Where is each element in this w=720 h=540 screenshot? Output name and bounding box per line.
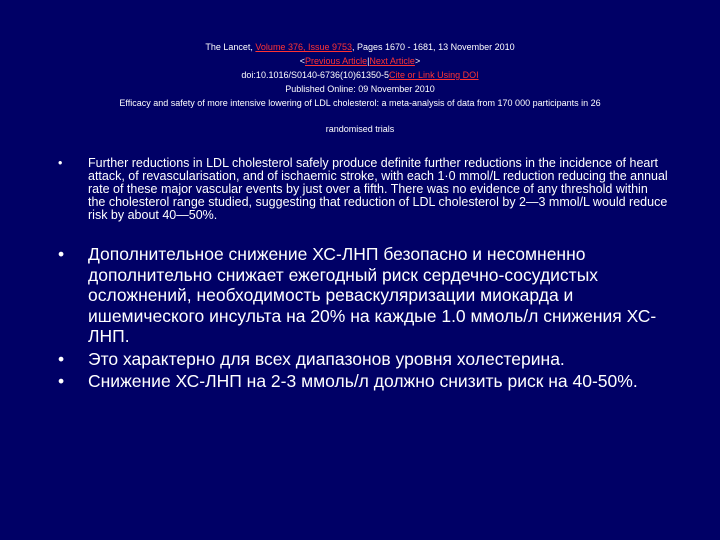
article-nav-line — [20, 54, 700, 68]
doi-text: doi:10.1016/S0140-6736(10)61350-5 — [241, 70, 390, 80]
nav-separator: | — [367, 56, 370, 66]
english-summary-text: Further reductions in LDL cholesterol safely produce definite further reductions in the incidence of heart attack, of revascularisation, and of ischaemic stroke, with each 1·0 mmol/L reduction reducing the annual rate of these major vascular events by just over a fifth. There was no evidence of any threshold within the cholesterol range studied, suggesting that reduction of LDL cholesterol by 2—3 mmol/L would reduce risk by about 40—50%. — [88, 156, 668, 222]
russian-summary-item — [58, 244, 688, 347]
english-summary-list — [58, 157, 668, 222]
doi-line — [20, 68, 700, 82]
bullet-icon: • — [58, 156, 63, 170]
cite-doi-link[interactable]: Cite or Link Using DOI — [389, 70, 479, 80]
published-date: Published Online: 09 November 2010 — [285, 84, 435, 94]
bullet-icon: • — [58, 348, 65, 369]
journal-name: The Lancet, — [205, 42, 256, 52]
russian-summary-text: Это характерно для всех диапазонов уровня холестерина. — [88, 348, 565, 369]
previous-article-link[interactable]: Previous Article — [305, 56, 368, 66]
russian-summary-item — [58, 349, 688, 370]
nav-open-bracket: < — [299, 56, 306, 66]
english-summary-item — [58, 157, 668, 222]
russian-summary-text: Дополнительное снижение ХС-ЛНП безопасно и несомненно дополнительно снижает ежегодный риск сердечно-сосудистых осложнений, необходимость реваскуляризации миокарда и ишемического инсульта на 20% на каждые 1.0 ммоль/л снижения ХС-ЛНП. — [88, 244, 657, 346]
citation-journal-line — [20, 40, 700, 54]
volume-issue-link[interactable]: Volume 376, Issue 9753 — [255, 42, 352, 52]
russian-summary-text: Снижение ХС-ЛНП на 2-3 ммоль/л должно снизить риск на 40-50%. — [88, 371, 638, 391]
next-article-link[interactable]: Next Article — [369, 56, 415, 66]
article-title: Efficacy and safety of more intensive lowering of LDL cholesterol: a meta-analysis of data from 170 000 participants in 26 — [119, 98, 601, 108]
citation-block — [20, 40, 700, 110]
nav-close-bracket: > — [414, 56, 421, 66]
article-title-continuation: randomised trials — [325, 124, 395, 134]
bullet-icon: • — [58, 371, 65, 391]
pages-date: , Pages 1670 - 1681, 13 November 2010 — [352, 42, 515, 52]
russian-summary-list — [58, 244, 688, 394]
bullet-icon: • — [58, 244, 65, 264]
russian-summary-item — [58, 371, 688, 392]
